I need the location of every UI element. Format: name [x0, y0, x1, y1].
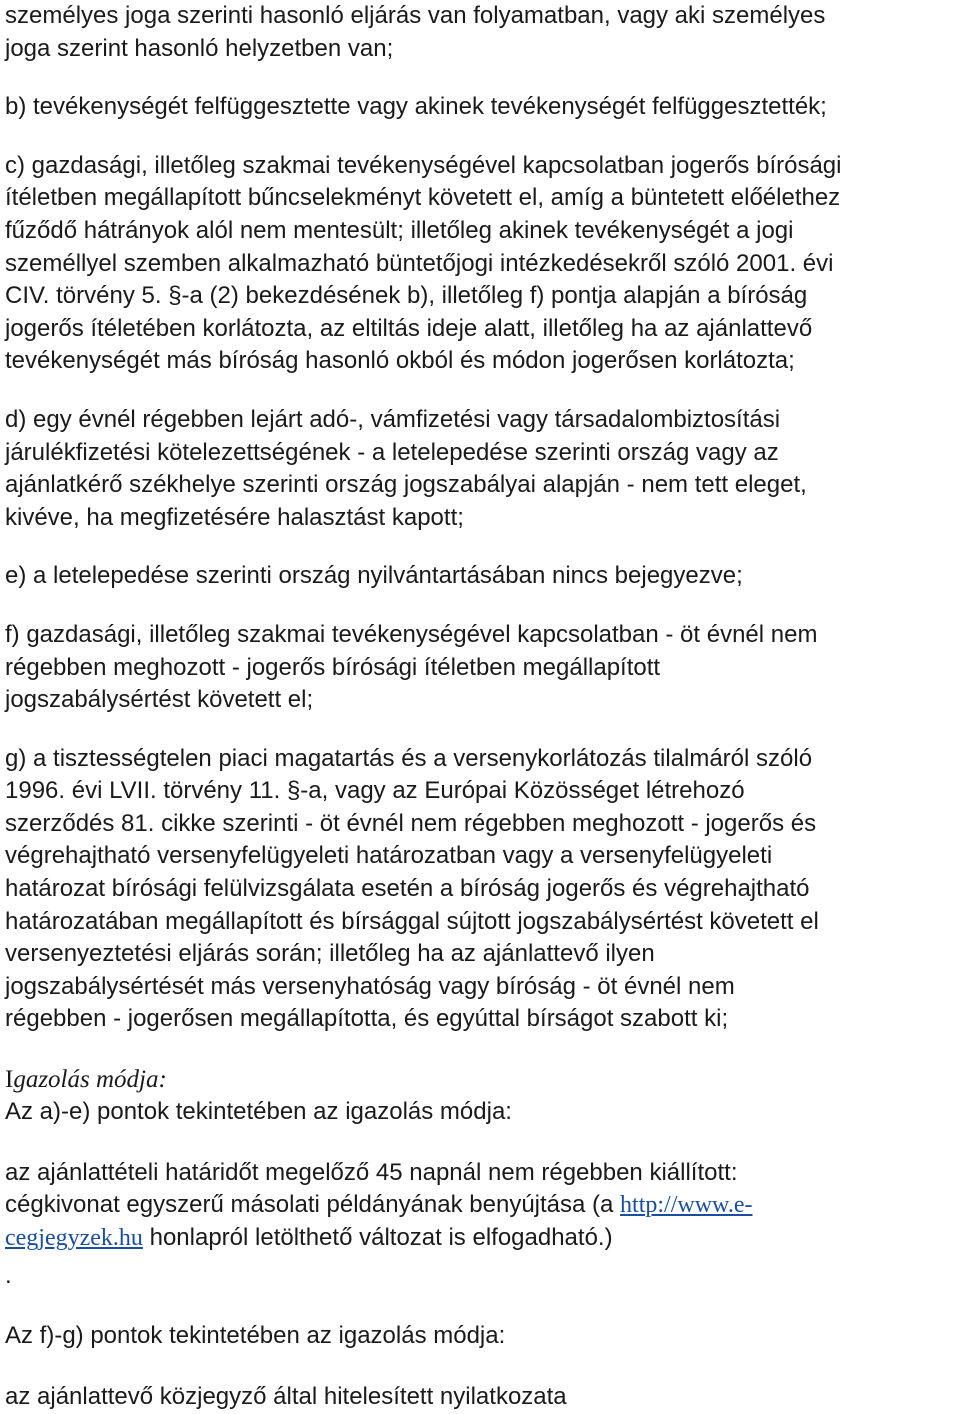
proof-ae-line2 [5, 1189, 955, 1222]
proof-ae-line3-text: honlapról letölthető változat is elfogadható.) [142, 1223, 613, 1251]
proof-ae-text [5, 1157, 955, 1255]
paragraph-f: f) gazdasági, illetőleg szakmai tevékenységével kapcsolatban - öt évnél nem régebben meghozott - jogerős bírósági ítéletben megállapított jogszabálysértést követett el; [5, 620, 818, 714]
paragraph-d: d) egy évnél régebben lejárt adó-, vámfizetési vagy társadalombiztosítási járulékfizetési kötelezettségének - a letelepedése szerinti ország vagy az ajánlatkérő székhelye szerinti ország jogszabályai alapján - nem tett eleget, kivéve, ha megfizetésére halasztást kapott; [5, 405, 807, 531]
paragraph-e: e) a letelepedése szerinti ország nyilvántartásában nincs bejegyezve; [5, 562, 743, 590]
proof-ae-line1: az ajánlattételi határidőt megelőző 45 napnál nem régebben kiállított: [5, 1158, 738, 1186]
document-page [5, 0, 955, 1414]
paragraph-g: g) a tisztességtelen piaci magatartás és a versenykorlátozás tilalmáról szóló 1996. évi LVII. törvény 11. §-a, vagy az Európai Közösséget létrehozó szerződés 81. cikke szerinti - öt évnél nem régebben meghozott - jogerős és végrehajtható versenyfelügyeleti határozatban vagy a versenyfelügyeleti határozat bírósági felülvizsgálata esetén a bíróság jogerős és végrehajtható határozatában megállapított és bírsággal sújtott jogszabálysértést követett el versenyeztetési eljárás során; illetőleg ha az ajánlattevő ilyen jogszabálysértését más versenyhatóság vagy bíróság - öt évnél nem régebben - jogerősen megállapította, és egyúttal bírságot szabott ki; [5, 744, 819, 1033]
dot-separator: . [5, 1262, 12, 1290]
proof-fg-text: az ajánlattevő közjegyző által hitelesített nyilatkozata [5, 1383, 567, 1410]
proof-label-initial: I [5, 1066, 14, 1094]
paragraph-intro: személyes joga szerinti hasonló eljárás van folyamatban, vagy aki személyes joga szerint hasonló helyzetben van; [5, 2, 826, 62]
e-cegjegyzek-link[interactable]: http://www.e- [620, 1192, 753, 1219]
paragraph-b: b) tevékenységét felfüggesztette vagy akinek tevékenységét felfüggesztették; [5, 93, 827, 121]
paragraph-c: c) gazdasági, illetőleg szakmai tevékenységével kapcsolatban jogerős bírósági ítéletben megállapított bűncselekményt követett el, amíg a büntetett előélethez fűződő hátrányok alól nem mentesült; illetőleg akinek tevékenységét a jogi személlyel szemben alkalmazható büntetőjogi intézkedésekről szóló 2001. évi CIV. törvény 5. §-a (2) bekezdésének b), illetőleg f) pontja alapján a bíróság jogerős ítéletében korlátozta, az eltiltás ideje alatt, illetőleg ha az ajánlattevő tevékenységét más bíróság hasonló okból és módon jogerősen korlátozta; [5, 151, 842, 375]
e-cegjegyzek-link-cont[interactable]: cegjegyzek.hu [5, 1224, 143, 1251]
proof-label [5, 1064, 955, 1096]
proof-ae-line2-text: cégkivonat egyszerű másolati példányának benyújtása (a [5, 1191, 621, 1219]
proof-label-rest: gazolás módja: [13, 1066, 167, 1094]
proof-ae-heading: Az a)-e) pontok tekintetében az igazolás módja: [5, 1098, 512, 1126]
proof-fg-heading: Az f)-g) pontok tekintetében az igazolás módja: [5, 1322, 506, 1350]
proof-ae-line3 [5, 1222, 955, 1255]
